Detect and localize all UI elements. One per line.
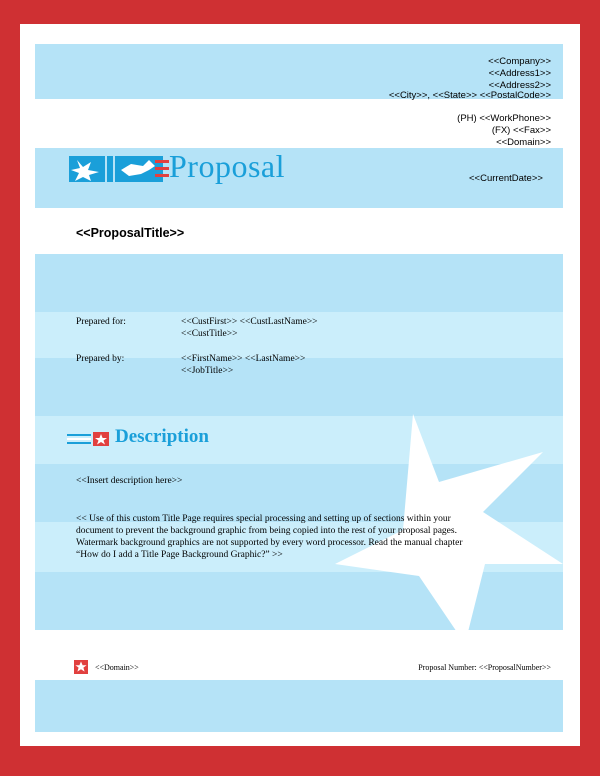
customer-title-field: <<CustTitle>> <box>181 329 238 339</box>
author-name-field: <<FirstName>> <<LastName>> <box>181 354 306 364</box>
star-watermark-icon <box>35 44 563 732</box>
page-content <box>35 44 563 732</box>
company-field: <<Company>> <box>488 56 551 67</box>
page-sheet <box>20 24 580 746</box>
description-placeholder: <<Insert description here>> <box>76 476 183 486</box>
description-heading: Description <box>115 426 209 447</box>
author-title-field: <<JobTitle>> <box>181 366 234 376</box>
footer-star-logo-icon <box>74 660 88 674</box>
city-state-postal-field: <<City>>, <<State>> <<PostalCode>> <box>388 90 551 101</box>
eagle-flag-logo-icon <box>69 156 173 182</box>
footer-domain: <<Domain>> <box>95 663 139 672</box>
prepared-by-label: Prepared by: <box>76 354 125 364</box>
note-line: “How do I add a Title Page Background Graphic?” >> <box>76 550 283 560</box>
note-line: << Use of this custom Title Page requires special processing and setting up of sections within your <box>76 514 451 524</box>
domain-field: <<Domain>> <box>496 137 551 148</box>
note-line: document to prevent the background graphic from being copied into the rest of your proposal pages. <box>76 526 457 536</box>
fax-field: (FX) <<Fax>> <box>491 125 551 136</box>
description-star-icon <box>67 432 111 446</box>
proposal-logo-word: Proposal <box>169 148 285 184</box>
current-date-field: <<CurrentDate>> <box>469 173 543 184</box>
address2-field: <<Address2>> <box>488 80 551 91</box>
customer-name-field: <<CustFirst>> <<CustLastName>> <box>181 317 318 327</box>
prepared-for-label: Prepared for: <box>76 317 126 327</box>
note-line: Watermark background graphics are not supported by every word processor. Read the manual chapter <box>76 538 463 548</box>
work-phone-field: (PH) <<WorkPhone>> <box>457 113 551 124</box>
address1-field: <<Address1>> <box>488 68 551 79</box>
proposal-number: Proposal Number: <<ProposalNumber>> <box>418 663 551 672</box>
proposal-title: <<ProposalTitle>> <box>76 226 185 240</box>
